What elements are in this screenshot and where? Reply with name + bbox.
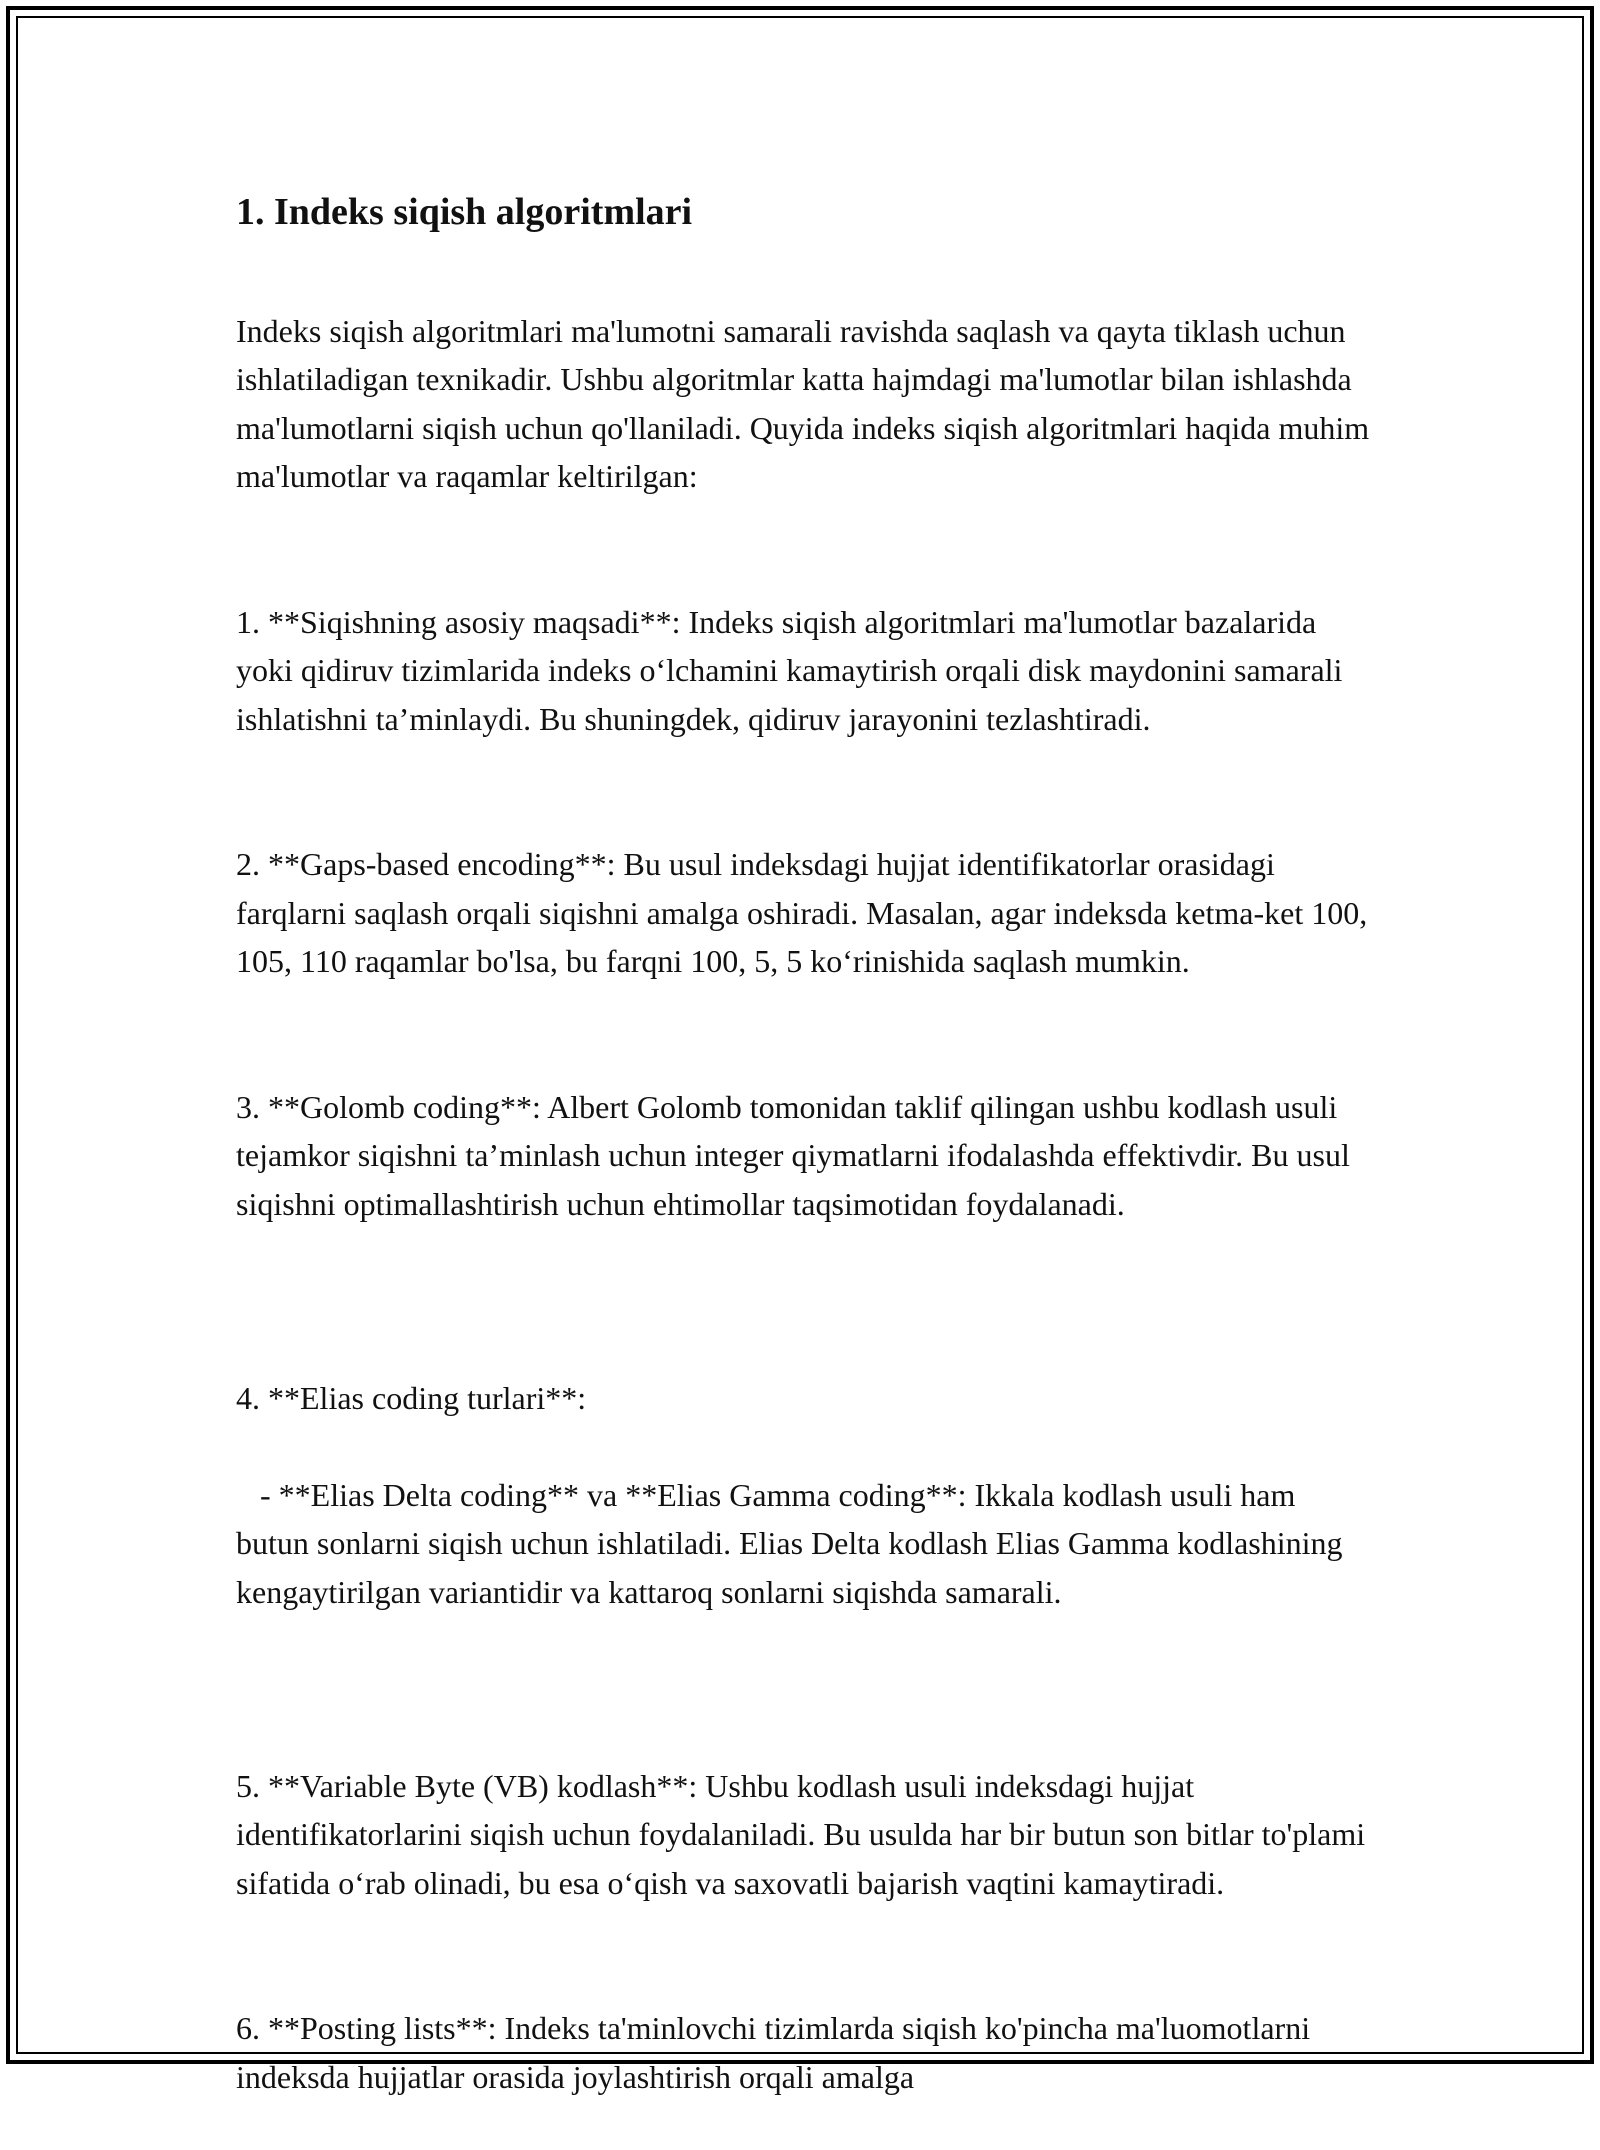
intro-paragraph: Indeks siqish algoritmlari ma'lumotni samarali ravishda saqlash va qayta tiklash uchun ishlatiladigan texnikadir. Ushbu algoritmlar katta hajmdagi ma'lumotlar bilan ishlashda ma'lumotlarni siqish uchun qo'llaniladi. Quyida indeks siqish algoritmlari haqida muhim ma'lumotlar va raqamlar keltirilgan:	[236, 312, 1370, 494]
list-item-4-subitem: - **Elias Delta coding** va **Elias Gamma coding**: Ikkala kodlash usuli ham butun sonlarni siqish uchun ishlatiladi. Elias Delta kodlash Elias Gamma kodlashining kengaytirilgan variantidir va kattaroq sonlarni siqishda samarali.	[236, 1476, 1351, 1610]
list-item-4	[236, 1325, 1376, 1665]
list-item-2: 2. **Gaps-based encoding**: Bu usul indeksdagi hujjat identifikatorlar orasidagi farqlarni saqlash orqali siqishni amalga oshiradi. Masalan, agar indeksda ketma-ket 100, 105, 110 raqamlar bo'lsa, bu farqni 100, 5, 5 ko‘rinishida saqlash mumkin.	[236, 846, 1368, 979]
list-item-1: 1. **Siqishning asosiy maqsadi**: Indeks siqish algoritmlari ma'lumotlar bazalarida yoki qidiruv tizimlarida indeks o‘lchamini kamaytirish orqali disk maydonini samarali ishlatishni ta’minlaydi. Bu shuningdek, qidiruv jarayonini tezlashtiradi.	[236, 603, 1343, 737]
list-item-4-title: 4. **Elias coding turlari**:	[236, 1379, 587, 1416]
list-item-5: 5. **Variable Byte (VB) kodlash**: Ushbu kodlash usuli indeksdagi hujjat identifikatorlarini siqish uchun foydalaniladi. Bu usulda har bir butun son bitlar to'plami sifatida o‘rab olinadi, bu esa o‘qish va saxovatli bajarish vaqtini kamaytiradi.	[236, 1767, 1366, 1901]
document-content	[236, 186, 1376, 2150]
document-body	[236, 258, 1376, 2150]
list-item-3: 3. **Golomb coding**: Albert Golomb tomonidan taklif qilingan ushbu kodlash usuli tejamkor siqishni ta’minlash uchun integer qiymatlarni ifodalashda effektivdir. Bu usul siqishni optimallashtirish uchun ehtimollar taqsimotidan foydalanadi.	[236, 1088, 1350, 1222]
list-item-6: 6. **Posting lists**: Indeks ta'minlovchi tizimlarda siqish ko'pincha ma'luomotlarni indeksda hujjatlar orasida joylashtirish orqali amalga	[236, 2010, 1311, 2095]
section-heading: 1. Indeks siqish algoritmlari	[236, 191, 693, 233]
